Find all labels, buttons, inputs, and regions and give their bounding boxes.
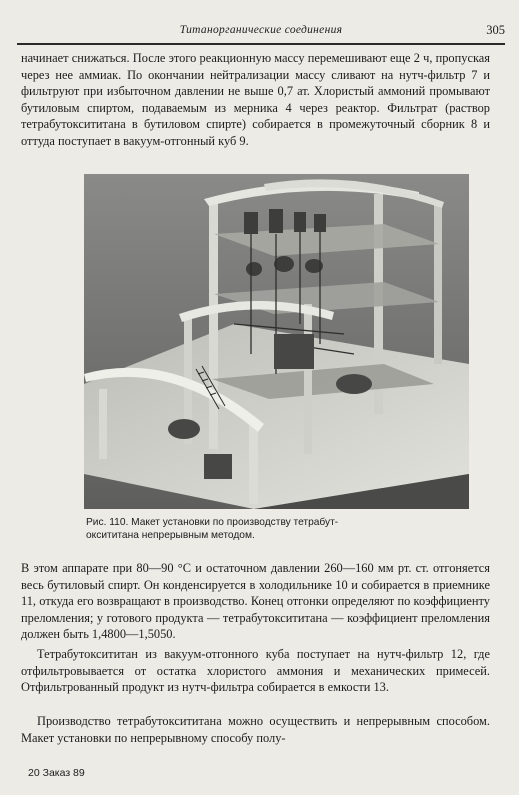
paragraph-1: начинает снижаться. После этого реакционную массу перемешивают еще 2 ч, пропуская через нее аммиак. По окончании нейтрализации массу сливают на нутч-фильтр 7 и фильтруют при избыточном давлении не выше 0,7 ат. Хлористый аммоний промывают бутиловым спиртом, подаваемым из мерника 4 через реактор. Фильтрат (раствор тетрабутоксититана в бутиловом спирте) собирается в промежуточный сборник 8 и оттуда поступает в вакуум-отгонный куб 9. [21, 51, 490, 148]
page-header [17, 24, 505, 42]
caption-line-2: оксититана непрерывным методом. [86, 530, 255, 541]
caption-line-1: Рис. 110. Макет установки по производству тетрабут- [86, 517, 339, 528]
paragraph-3: Тетрабутоксититан из вакуум-отгонного куба поступает на нутч-фильтр 12, где отфильтровывается от остатка хлористого аммония и механических примесей. Отфильтрованный продукт из нутч-фильтра собирается в емкости 13. [21, 647, 490, 695]
running-title: Титанорганические соединения [179, 24, 343, 36]
figure-caption [86, 516, 466, 542]
printer-signature: 20 Заказ 89 [28, 767, 85, 779]
plant-model-photo [84, 174, 469, 509]
paragraph-4: Производство тетрабутоксититана можно осуществить и непрерывным способом. Макет установки по непрерывному способу полу- [21, 714, 490, 745]
header-rule [17, 43, 505, 45]
figure-photo [84, 174, 469, 509]
page-number: 305 [486, 23, 505, 37]
paragraph-2: В этом аппарате при 80—90 °С и остаточном давлении 260—160 мм рт. ст. отгоняется весь бутиловый спирт. Он конденсируется в холодильнике 10 и собирается в приемнике 11, откуда его возвращают в производство. Конец отгонки определяют по коэффициенту преломления; у готового продукта — тетрабутоксититана — коэффициент преломления должен быть 1,4800—1,5050. [21, 561, 490, 642]
